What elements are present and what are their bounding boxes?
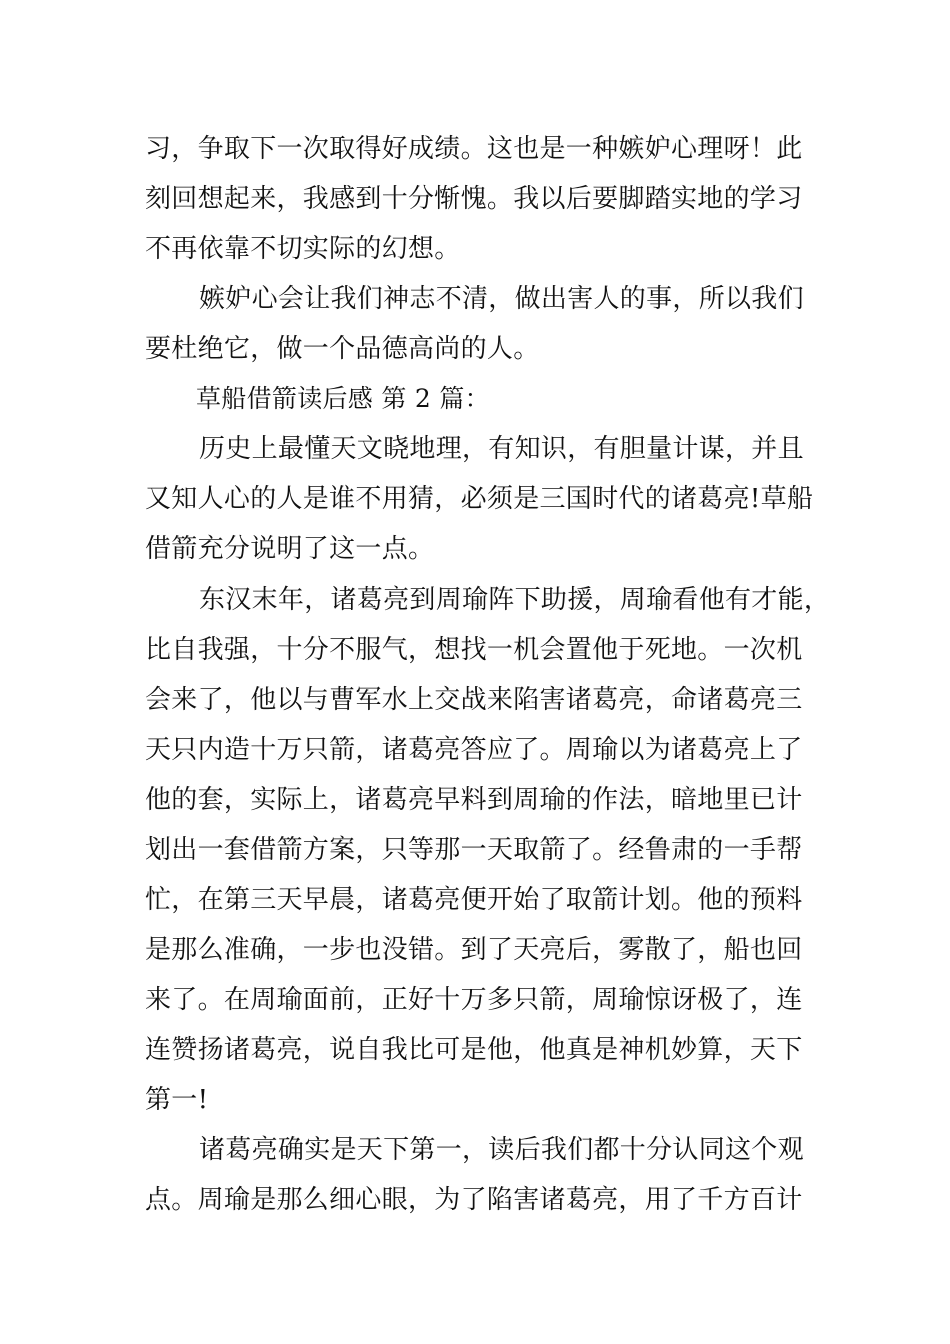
paragraph-start-line: 历史上最懂天文晓地理，有知识，有胆量计谋，并且 bbox=[199, 434, 804, 464]
text-line: 不再依靠不切实际的幻想。 bbox=[145, 234, 461, 264]
text-line: 借箭充分说明了这一点。 bbox=[145, 534, 435, 564]
text-line: 习，争取下一次取得好成绩。这也是一种嫉妒心理呀！此 bbox=[145, 134, 803, 164]
text-line: 又知人心的人是谁不用猜，必须是三国时代的诸葛亮!草船 bbox=[145, 484, 814, 514]
text-line: 天只内造十万只箭，诸葛亮答应了。周瑜以为诸葛亮上了 bbox=[145, 735, 803, 765]
text-line: 划出一套借箭方案，只等那一天取箭了。经鲁肃的一手帮 bbox=[145, 835, 803, 865]
paragraph-start-line: 诸葛亮确实是天下第一，读后我们都十分认同这个观 bbox=[199, 1135, 804, 1165]
text-line: 要杜绝它，做一个品德高尚的人。 bbox=[145, 334, 540, 364]
paragraph-start-line: 嫉妒心会让我们神志不清，做出害人的事，所以我们 bbox=[199, 284, 804, 314]
text-line: 刻回想起来，我感到十分惭愧。我以后要脚踏实地的学习 bbox=[145, 184, 803, 214]
text-line: 是那么准确，一步也没错。到了天亮后，雾散了，船也回 bbox=[145, 935, 803, 965]
paragraph-start-line: 东汉末年，诸葛亮到周瑜阵下助援，周瑜看他有才能， bbox=[199, 585, 831, 615]
text-line: 来了。在周瑜面前，正好十万多只箭，周瑜惊讶极了，连 bbox=[145, 985, 803, 1015]
text-line: 忙，在第三天早晨，诸葛亮便开始了取箭计划。他的预料 bbox=[145, 885, 803, 915]
text-line: 会来了，他以与曹军水上交战来陷害诸葛亮，命诸葛亮三 bbox=[145, 685, 803, 715]
text-line: 比自我强，十分不服气，想找一机会置他于死地。一次机 bbox=[145, 635, 803, 665]
text-line: 他的套，实际上，诸葛亮早料到周瑜的作法，暗地里已计 bbox=[145, 785, 803, 815]
text-line: 第一! bbox=[145, 1085, 209, 1115]
text-line: 连赞扬诸葛亮，说自我比可是他，他真是神机妙算，天下 bbox=[145, 1035, 803, 1065]
section-heading: 草船借箭读后感 第 2 篇： bbox=[196, 384, 490, 413]
text-line: 点。周瑜是那么细心眼，为了陷害诸葛亮，用了千方百计 bbox=[145, 1185, 803, 1215]
